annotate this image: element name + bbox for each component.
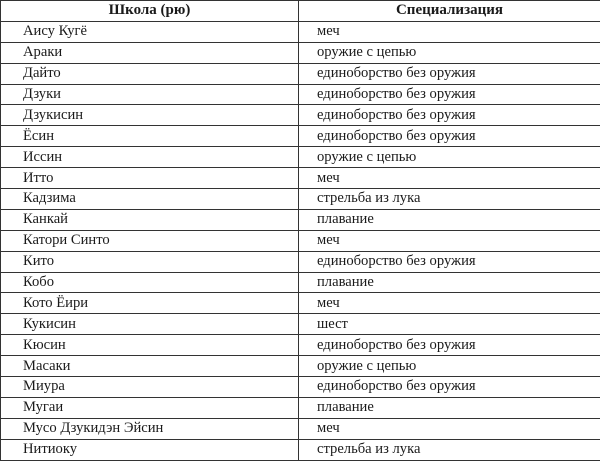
- specialization-cell: оружие с цепью: [299, 42, 600, 63]
- table-row: [1, 293, 600, 314]
- table-row: [1, 418, 600, 439]
- specialization-cell: оружие с цепью: [299, 147, 600, 168]
- specialization-cell: меч: [299, 230, 600, 251]
- table-row: [1, 230, 600, 251]
- specialization-cell: шест: [299, 314, 600, 335]
- specialization-cell: плавание: [299, 397, 600, 418]
- table-row: [1, 209, 600, 230]
- specialization-cell: меч: [299, 418, 600, 439]
- specialization-cell: меч: [299, 293, 600, 314]
- school-name-cell: Кобо: [1, 272, 299, 293]
- specialization-cell: стрельба из лука: [299, 189, 600, 210]
- school-name-cell: Мугаи: [1, 397, 299, 418]
- specialization-cell: плавание: [299, 209, 600, 230]
- table-row: [1, 335, 600, 356]
- table-row: [1, 105, 600, 126]
- specialization-cell: плавание: [299, 272, 600, 293]
- school-name-cell: Дзукисин: [1, 105, 299, 126]
- specialization-cell: единоборство без оружия: [299, 377, 600, 398]
- school-name-cell: Кито: [1, 251, 299, 272]
- school-name-cell: Кукисин: [1, 314, 299, 335]
- specialization-cell: меч: [299, 21, 600, 42]
- table-row: [1, 251, 600, 272]
- table-header-row: [1, 1, 600, 22]
- table-row: [1, 314, 600, 335]
- column-header-school: Школа (рю): [1, 1, 299, 22]
- school-name-cell: Канкай: [1, 209, 299, 230]
- school-name-cell: Нитиоку: [1, 439, 299, 460]
- table-row: [1, 356, 600, 377]
- school-name-cell: Кото Ёири: [1, 293, 299, 314]
- table-row: [1, 63, 600, 84]
- school-name-cell: Кюсин: [1, 335, 299, 356]
- specialization-cell: стрельба из лука: [299, 439, 600, 460]
- table-row: [1, 397, 600, 418]
- table-row: [1, 21, 600, 42]
- school-name-cell: Дзуки: [1, 84, 299, 105]
- school-name-cell: Мусо Дзукидэн Эйсин: [1, 418, 299, 439]
- school-name-cell: Аису Кугё: [1, 21, 299, 42]
- school-name-cell: Миура: [1, 377, 299, 398]
- specialization-cell: оружие с цепью: [299, 356, 600, 377]
- table-row: [1, 126, 600, 147]
- school-name-cell: Кадзима: [1, 189, 299, 210]
- table-row: [1, 84, 600, 105]
- school-name-cell: Иссин: [1, 147, 299, 168]
- table-row: [1, 377, 600, 398]
- specialization-cell: единоборство без оружия: [299, 251, 600, 272]
- school-name-cell: Араки: [1, 42, 299, 63]
- table-row: [1, 42, 600, 63]
- school-name-cell: Масаки: [1, 356, 299, 377]
- specialization-cell: единоборство без оружия: [299, 105, 600, 126]
- specialization-cell: единоборство без оружия: [299, 84, 600, 105]
- table-row: [1, 168, 600, 189]
- specialization-cell: единоборство без оружия: [299, 335, 600, 356]
- specialization-cell: единоборство без оружия: [299, 126, 600, 147]
- specialization-cell: меч: [299, 168, 600, 189]
- table-body: [1, 21, 600, 460]
- table-row: [1, 189, 600, 210]
- column-header-specialization: Специализация: [299, 1, 600, 22]
- school-name-cell: Ёсин: [1, 126, 299, 147]
- school-name-cell: Дайто: [1, 63, 299, 84]
- school-name-cell: Итто: [1, 168, 299, 189]
- specialization-cell: единоборство без оружия: [299, 63, 600, 84]
- school-name-cell: Катори Синто: [1, 230, 299, 251]
- table-row: [1, 272, 600, 293]
- table-row: [1, 147, 600, 168]
